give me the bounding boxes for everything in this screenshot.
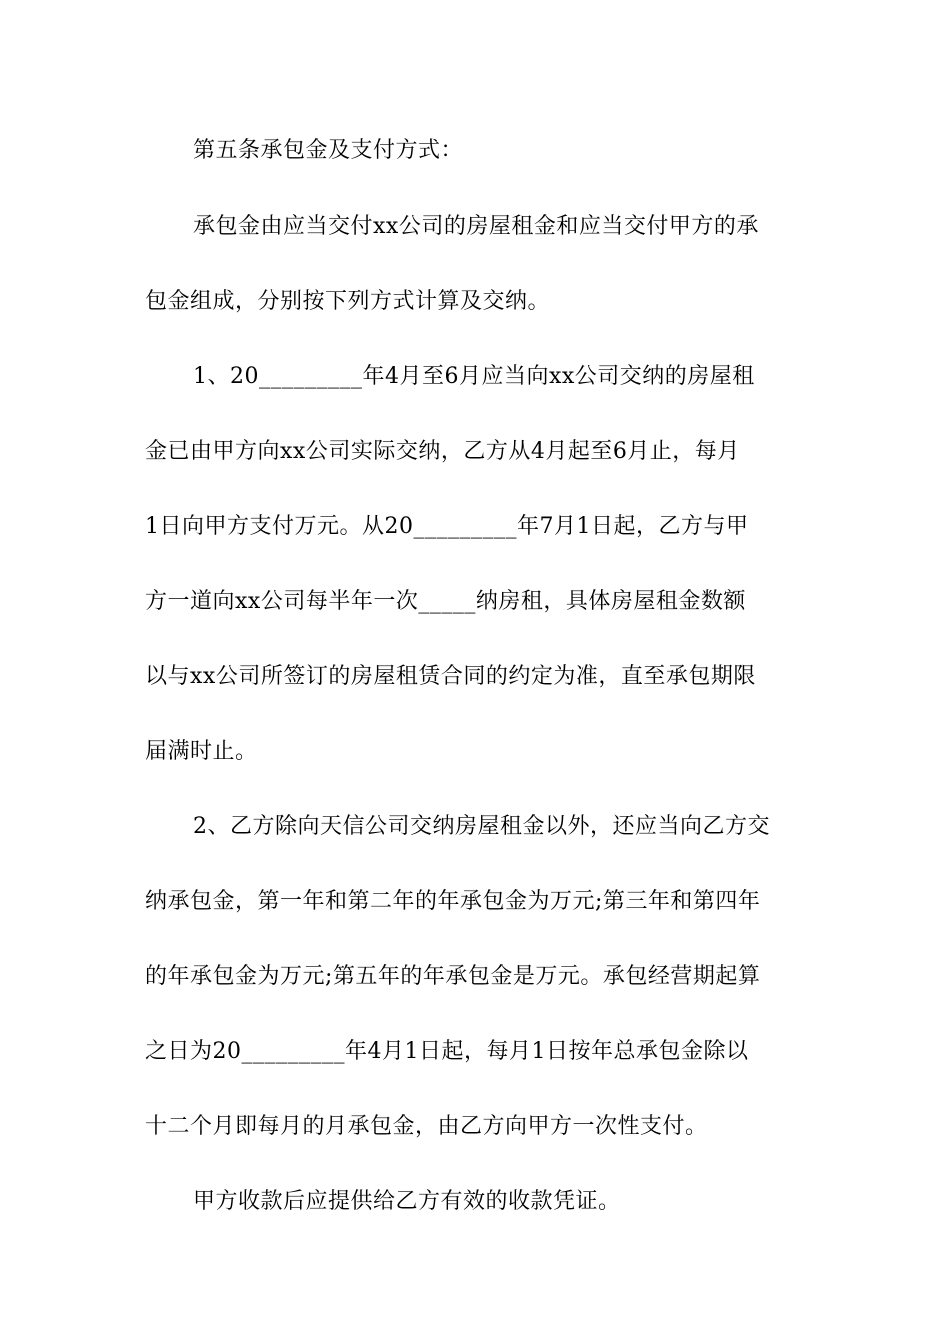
text-line: 十二个月即每月的月承包金，由乙方向甲方一次性支付。 <box>145 1114 708 1139</box>
text-line: 甲方收款后应提供给乙方有效的收款凭证。 <box>193 1189 621 1214</box>
text-line: 承包金由应当交付xx公司的房屋租金和应当交付甲方的承 <box>193 214 759 239</box>
text-line: 包金组成，分别按下列方式计算及交纳。 <box>145 289 551 314</box>
text-line: 2、乙方除向天信公司交纳房屋租金以外，还应当向乙方交 <box>193 814 770 839</box>
text-line: 1日向甲方支付万元。从20_________年7月1日起，乙方与甲 <box>145 514 749 539</box>
text-line: 届满时止。 <box>145 739 258 764</box>
text-line: 金已由甲方向xx公司实际交纳，乙方从4月起至6月止，每月 <box>145 439 740 464</box>
text-line: 第五条承包金及支付方式： <box>193 138 464 163</box>
text-line: 1、20_________年4月至6月应当向xx公司交纳的房屋租 <box>193 364 755 389</box>
text-line: 之日为20_________年4月1日起，每月1日按年总承包金除以 <box>145 1039 749 1064</box>
text-line: 的年承包金为万元;第五年的年承包金是万元。承包经营期起算 <box>145 964 761 989</box>
text-line: 方一道向xx公司每半年一次_____纳房租，具体房屋租金数额 <box>145 589 746 614</box>
text-line: 以与xx公司所签订的房屋租赁合同的约定为准，直至承包期限 <box>145 664 756 689</box>
text-line: 纳承包金，第一年和第二年的年承包金为万元;第三年和第四年 <box>145 889 761 914</box>
